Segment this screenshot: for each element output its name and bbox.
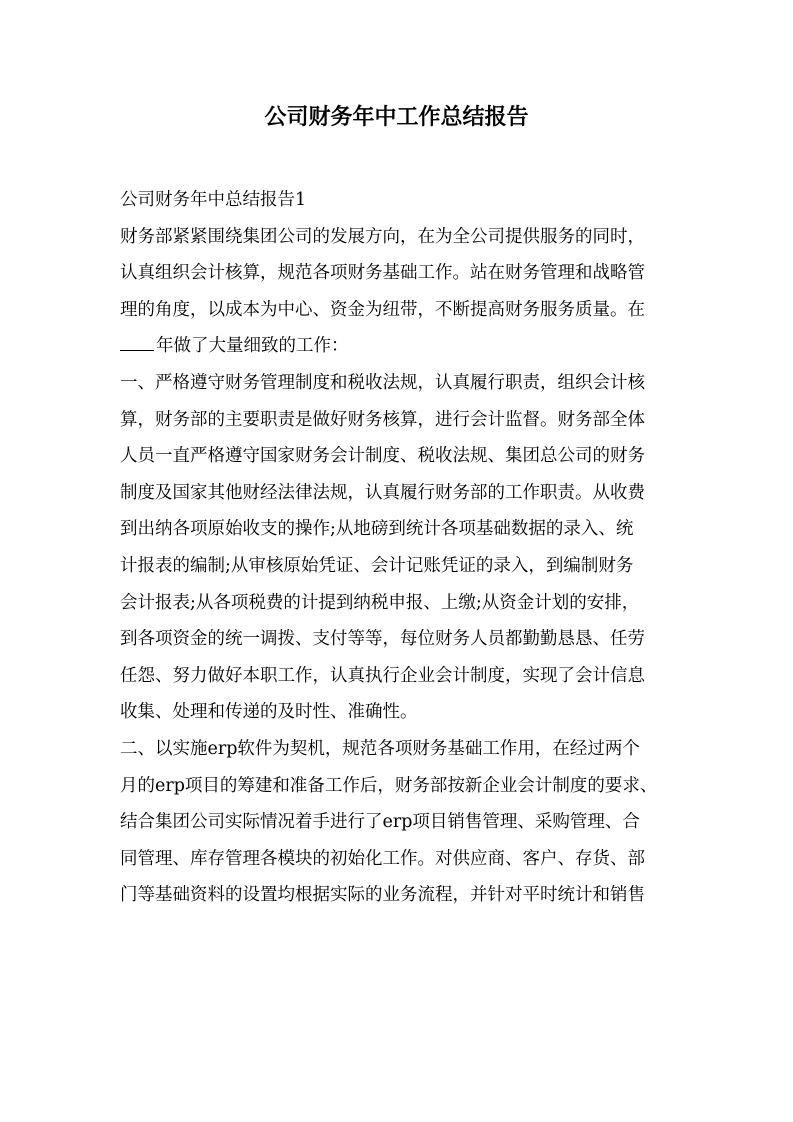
paragraph-line: 到各项资金的统一调拨、支付等等，每位财务人员都勤勤恳恳、任劳 xyxy=(120,629,645,650)
section-heading: 公司财务年中总结报告1 xyxy=(120,190,307,210)
paragraph-line: 人员一直严格遵守国家财务会计制度、税收法规、集团总公司的财务 xyxy=(120,446,645,467)
paragraph-line: 认真组织会计核算，规范各项财务基础工作。站在财务管理和战略管 xyxy=(120,263,645,284)
paragraph-line: 财务部紧紧围绕集团公司的发展方向，在为全公司提供服务的同时， xyxy=(120,226,645,247)
paragraph-line: 一、严格遵守财务管理制度和税收法规，认真履行职责，组织会计核 xyxy=(120,372,645,393)
paragraph-line: 收集、处理和传递的及时性、准确性。 xyxy=(120,702,418,723)
paragraph-line: 算，财务部的主要职责是做好财务核算，进行会计监督。财务部全体 xyxy=(120,409,645,430)
paragraph-line: 月的erp项目的筹建和准备工作后，财务部按新企业会计制度的要求、 xyxy=(120,775,658,796)
paragraph-line: 到出纳各项原始收支的操作;从地磅到统计各项基础数据的录入、统 xyxy=(120,519,634,540)
paragraph-line: 制度及国家其他财经法律法规，认真履行财务部的工作职责。从收费 xyxy=(120,482,645,503)
paragraph-line-text: 年做了大量细致的工作： xyxy=(156,336,349,357)
paragraph-line-with-blank xyxy=(120,328,680,365)
document-title: 公司财务年中工作总结报告 xyxy=(264,104,529,130)
fill-in-blank xyxy=(120,330,154,351)
paragraph-line: 门等基础资料的设置均根据实际的业务流程，并针对平时统计和销售 xyxy=(120,885,645,906)
document-body xyxy=(120,182,680,914)
paragraph-line: 结合集团公司实际情况着手进行了erp项目销售管理、采购管理、合 xyxy=(120,812,640,833)
paragraph-line: 计报表的编制;从审核原始凭证、会计记账凭证的录入，到编制财务 xyxy=(120,555,634,576)
paragraph-line: 理的角度，以成本为中心、资金为纽带，不断提高财务服务质量。在 xyxy=(120,299,645,320)
paragraph-line: 二、以实施erp软件为契机，规范各项财务基础工作用，在经过两个 xyxy=(120,738,640,759)
paragraph-line: 任怨、努力做好本职工作，认真执行企业会计制度，实现了会计信息 xyxy=(120,665,645,686)
paragraph-line: 同管理、库存管理各模块的初始化工作。对供应商、客户、存货、部 xyxy=(120,848,645,869)
paragraph-line: 会计报表;从各项税费的计提到纳税申报、上缴;从资金计划的安排， xyxy=(120,592,640,613)
